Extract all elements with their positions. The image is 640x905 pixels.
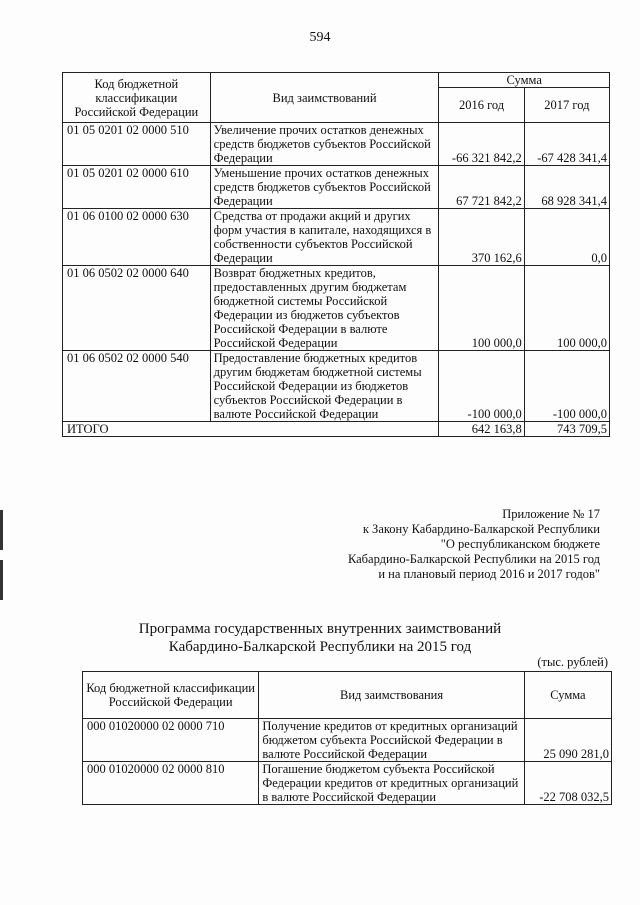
row-sum: 25 090 281,0	[524, 719, 611, 762]
header-type: Вид заимствований	[210, 73, 439, 123]
row-code: 01 06 0100 02 0000 630	[63, 209, 211, 266]
row-value-2017: -100 000,0	[524, 351, 609, 422]
row-code: 01 05 0201 02 0000 610	[63, 166, 211, 209]
annex-heading	[300, 507, 600, 582]
program-title	[0, 620, 640, 656]
row-code: 000 01020000 02 0000 810	[83, 762, 259, 805]
row-description: Возврат бюджетных кредитов, предоставленных другим бюджетам бюджетной системы Российской Федерации из бюджетов субъектов Российской Федерации в валюте Российской Федерации	[210, 266, 439, 351]
row-value-2017: -67 428 341,4	[524, 123, 609, 166]
row-description: Средства от продажи акций и других форм участия в капитале, находящихся в собственности субъектов Российской Федерации	[210, 209, 439, 266]
annex-line: Приложение № 17	[502, 507, 600, 521]
annex-line: и на плановый период 2016 и 2017 годов"	[378, 567, 600, 581]
program-title-line: Программа государственных внутренних заимствований	[138, 621, 502, 637]
row-description: Предоставление бюджетных кредитов другим бюджетам бюджетной системы Российской Федерации из бюджетов субъектов Российской Федерации в валюте Российской Федерации	[210, 351, 439, 422]
row-code: 01 06 0502 02 0000 540	[63, 351, 211, 422]
borrowing-sources-table	[62, 72, 610, 437]
table-row	[63, 209, 610, 266]
total-value-2016: 642 163,8	[439, 422, 524, 437]
table-row	[63, 351, 610, 422]
header-row	[63, 73, 610, 88]
scan-margin-mark	[0, 510, 3, 550]
row-code: 01 05 0201 02 0000 510	[63, 123, 211, 166]
header-type: Вид заимствования	[259, 672, 525, 719]
table-row	[83, 719, 612, 762]
total-row	[63, 422, 610, 437]
row-code: 01 06 0502 02 0000 640	[63, 266, 211, 351]
table-row	[63, 166, 610, 209]
row-value-2016: 100 000,0	[439, 266, 524, 351]
row-description: Получение кредитов от кредитных организаций бюджетом субъекта Российской Федерации в валюте Российской Федерации	[259, 719, 525, 762]
row-value-2017: 68 928 341,4	[524, 166, 609, 209]
program-title-line: Кабардино-Балкарской Республики на 2015 год	[168, 639, 472, 655]
table-row	[63, 266, 610, 351]
page-number: 594	[309, 30, 331, 45]
scan-margin-mark	[0, 560, 3, 600]
row-value-2016: -100 000,0	[439, 351, 524, 422]
row-description: Погашение бюджетом субъекта Российской Федерации кредитов от кредитных организаций в валюте Российской Федерации	[259, 762, 525, 805]
row-value-2017: 0,0	[524, 209, 609, 266]
header-code: Код бюджетной классификации Российской Федерации	[63, 73, 211, 123]
row-code: 000 01020000 02 0000 710	[83, 719, 259, 762]
row-value-2016: 67 721 842,2	[439, 166, 524, 209]
borrowing-program-table	[82, 671, 612, 805]
header-sum: Сумма	[524, 672, 611, 719]
total-label: ИТОГО	[63, 422, 439, 437]
table-row	[83, 762, 612, 805]
row-value-2016: 370 162,6	[439, 209, 524, 266]
row-description: Увеличение прочих остатков денежных средств бюджетов субъектов Российской Федерации	[210, 123, 439, 166]
table-row	[63, 123, 610, 166]
row-description: Уменьшение прочих остатков денежных средств бюджетов субъектов Российской Федерации	[210, 166, 439, 209]
row-sum: -22 708 032,5	[524, 762, 611, 805]
header-year-2017: 2017 год	[524, 88, 609, 123]
total-value-2017: 743 709,5	[524, 422, 609, 437]
header-row	[83, 672, 612, 719]
units-label: (тыс. рублей)	[537, 655, 608, 669]
header-code: Код бюджетной классификации Российской Федерации	[83, 672, 259, 719]
header-year-2016: 2016 год	[439, 88, 524, 123]
annex-line: Кабардино-Балкарской Республики на 2015 год	[347, 552, 600, 566]
annex-line: к Закону Кабардино-Балкарской Республики	[362, 522, 600, 536]
annex-line: "О республиканском бюджете	[440, 537, 600, 551]
row-value-2016: -66 321 842,2	[439, 123, 524, 166]
row-value-2017: 100 000,0	[524, 266, 609, 351]
header-sum: Сумма	[439, 73, 610, 88]
